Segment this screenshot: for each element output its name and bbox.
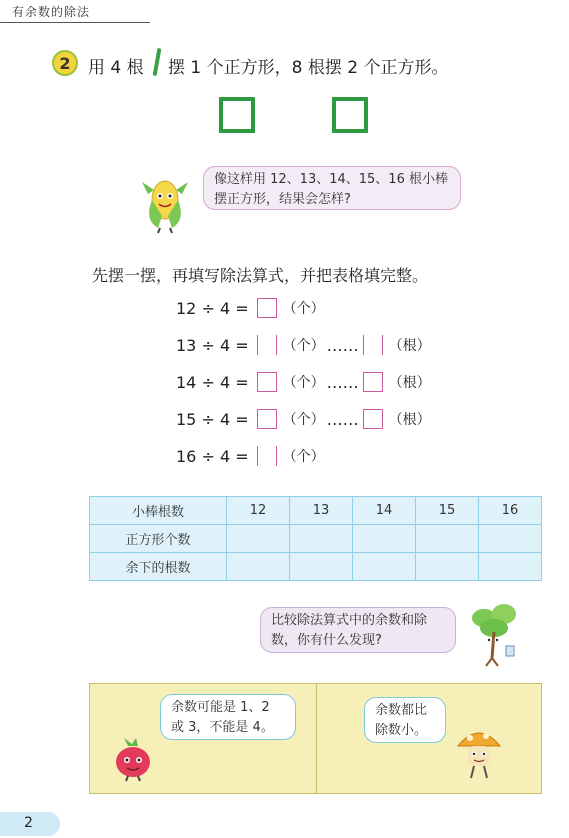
table-input-cell[interactable] <box>290 553 353 581</box>
problem-intro-part2: 摆 1 个正方形，8 根摆 2 个正方形。 <box>168 58 449 78</box>
row-header: 小棒根数 <box>90 497 227 525</box>
table-input-cell[interactable] <box>479 525 542 553</box>
unit-label: （个） <box>282 375 325 391</box>
radish-mascot-icon <box>112 738 154 782</box>
unit-label: （个） <box>282 301 325 317</box>
equation-row-4 <box>176 407 433 431</box>
equation-expression: 16 ÷ 4 = <box>176 446 249 466</box>
table-input-cell[interactable] <box>227 525 290 553</box>
quotient-answer-box[interactable] <box>257 298 277 318</box>
row-header: 正方形个数 <box>90 525 227 553</box>
table-input-cell[interactable] <box>416 553 479 581</box>
table-input-cell[interactable] <box>290 525 353 553</box>
problem-number-badge: 2 <box>52 50 78 76</box>
unit-label: （个） <box>282 412 325 428</box>
table-cell: 13 <box>290 497 353 525</box>
stick-icon <box>153 48 162 76</box>
table-input-cell[interactable] <box>416 525 479 553</box>
equation-row-3 <box>176 370 433 394</box>
quotient-answer-box[interactable] <box>257 409 277 429</box>
table-input-cell[interactable] <box>227 553 290 581</box>
table-row-squares <box>90 525 542 553</box>
ellipsis: …… <box>326 335 359 355</box>
chapter-title: 有余数的除法 <box>12 5 91 19</box>
unit-label: （根） <box>388 375 431 391</box>
quotient-answer-box[interactable] <box>257 372 277 392</box>
table-input-cell[interactable] <box>353 525 416 553</box>
quotient-answer-box[interactable] <box>257 335 277 355</box>
page-number: 2 <box>24 815 33 831</box>
unit-label: （个） <box>282 449 325 465</box>
row-header: 余下的根数 <box>90 553 227 581</box>
ellipsis: …… <box>326 372 359 392</box>
speech-bubble-remainder-smaller: 余数都比除数小。 <box>364 697 446 743</box>
unit-label: （根） <box>388 338 431 354</box>
panel-divider <box>316 683 317 794</box>
equation-expression: 14 ÷ 4 = <box>176 372 249 392</box>
equation-expression: 12 ÷ 4 = <box>176 298 249 318</box>
stick-square-1 <box>219 97 255 133</box>
speech-bubble-remainder-values: 余数可能是 1、2 或 3，不能是 4。 <box>160 694 296 740</box>
plant-mascot-icon <box>466 602 522 668</box>
remainder-answer-box[interactable] <box>363 409 383 429</box>
unit-label: （个） <box>282 338 325 354</box>
table-input-cell[interactable] <box>479 553 542 581</box>
stick-square-2 <box>332 97 368 133</box>
table-input-cell[interactable] <box>353 553 416 581</box>
mushroom-mascot-icon <box>454 724 504 780</box>
corn-mascot-icon <box>140 172 190 234</box>
table-row-sticks <box>90 497 542 525</box>
ellipsis: …… <box>326 409 359 429</box>
results-table <box>89 496 542 581</box>
speech-bubble-question: 像这样用 12、13、14、15、16 根小棒摆正方形，结果会怎样? <box>203 166 461 210</box>
problem-intro-part1: 用 4 根 <box>88 58 144 78</box>
equation-row-5 <box>176 444 327 468</box>
instruction-text: 先摆一摆，再填写除法算式，并把表格填完整。 <box>92 266 429 285</box>
table-cell: 12 <box>227 497 290 525</box>
equation-row-1 <box>176 296 327 320</box>
equation-row-2 <box>176 333 433 357</box>
quotient-answer-box[interactable] <box>257 446 277 466</box>
table-cell: 14 <box>353 497 416 525</box>
equation-expression: 13 ÷ 4 = <box>176 335 249 355</box>
table-cell: 15 <box>416 497 479 525</box>
remainder-answer-box[interactable] <box>363 335 383 355</box>
remainder-answer-box[interactable] <box>363 372 383 392</box>
table-row-remainder <box>90 553 542 581</box>
equation-expression: 15 ÷ 4 = <box>176 409 249 429</box>
unit-label: （根） <box>388 412 431 428</box>
header-rule <box>0 22 150 23</box>
table-cell: 16 <box>479 497 542 525</box>
speech-bubble-compare: 比较除法算式中的余数和除数，你有什么发现? <box>260 607 456 653</box>
